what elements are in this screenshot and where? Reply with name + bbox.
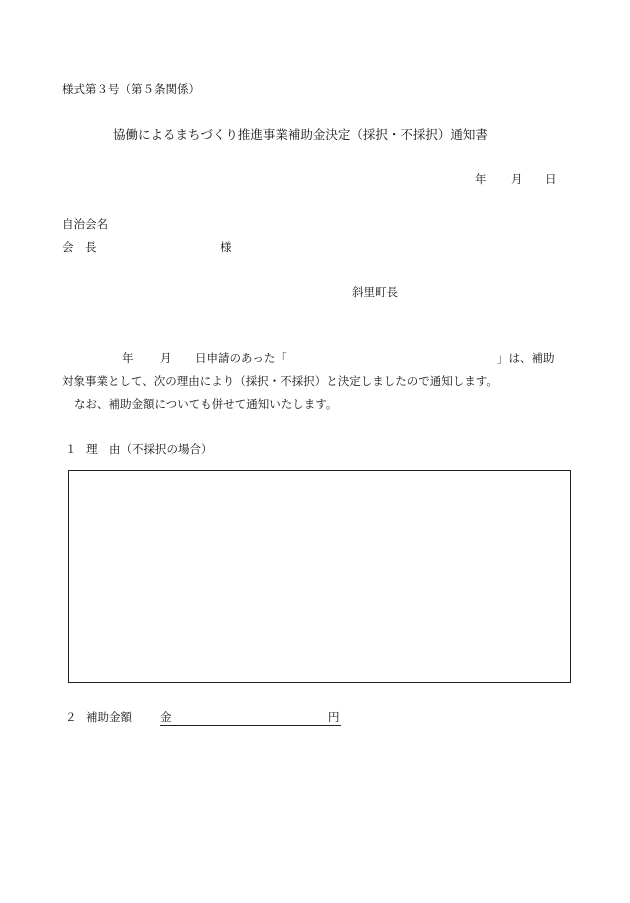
section1-number: １ <box>65 442 77 456</box>
honorific-label: 様 <box>220 240 232 254</box>
body-year: 年 <box>122 351 134 365</box>
form-number-label: 様式第３号（第５条関係） <box>62 82 200 96</box>
document-title: 協働によるまちづくり推進事業補助金決定（採択・不採択）通知書 <box>113 127 488 142</box>
sender-name: 斜里町長 <box>352 285 398 299</box>
body-application-text: 日申請のあった「 <box>195 351 287 365</box>
section2-label: 補助金額 <box>86 710 132 724</box>
body-amount-notice: なお、補助金額についても併せて通知いたします。 <box>74 397 338 411</box>
chief-label: 会 長 <box>62 240 97 254</box>
body-close-text: 」は、補助 <box>497 351 555 365</box>
amount-underline <box>160 725 341 726</box>
section2-number: ２ <box>65 710 77 724</box>
section1-label: 理 由（不採択の場合） <box>86 442 213 456</box>
reason-box <box>68 470 571 683</box>
amount-suffix: 円 <box>328 710 340 724</box>
date-day: 日 <box>545 172 557 186</box>
body-decision-text: 対象事業として、次の理由により（採択・不採択）と決定しましたので通知します。 <box>62 374 498 388</box>
date-month: 月 <box>511 172 523 186</box>
amount-prefix: 金 <box>160 710 172 724</box>
date-year: 年 <box>475 172 487 186</box>
body-month: 月 <box>160 351 172 365</box>
association-name-label: 自治会名 <box>62 217 108 231</box>
